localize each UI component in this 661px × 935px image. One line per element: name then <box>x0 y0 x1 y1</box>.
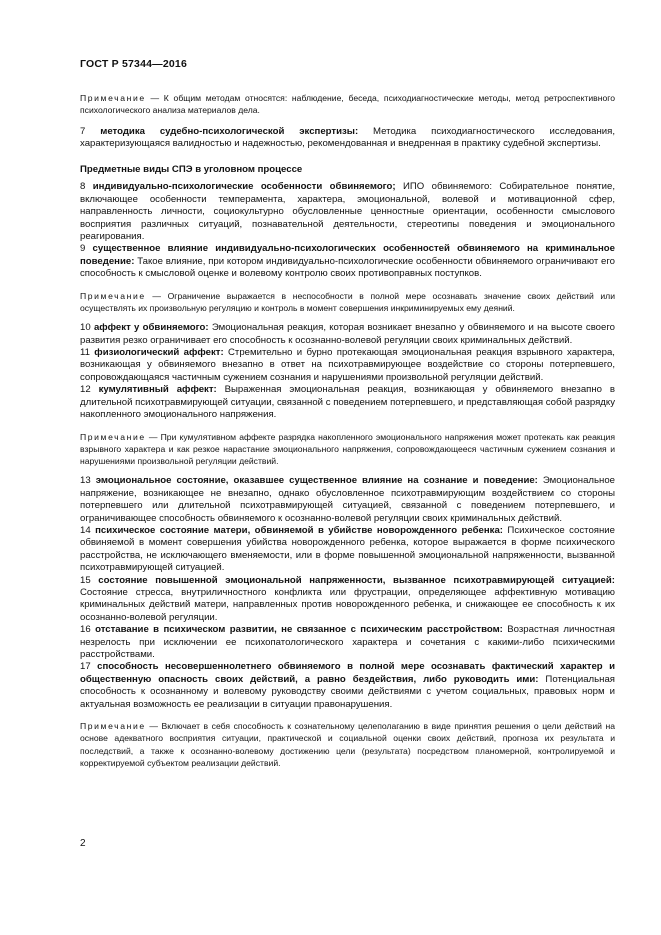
term-10: 10 аффект у обвиняемого: Эмоциональная реакция, которая возникает внезапно у обвиняемого и на высоте своего развития резко ограничивает его способность к осознанно-волевой регуляции своих криминальных действий. <box>80 322 615 346</box>
term-8: 8 индивидуально-психологические особенности обвиняемого; ИПО обвиняемого: Собирательное понятие, включающее особенности темперамента, характера, эмоциональной, волевой и мотивационной сфер, направленность личности, социокультурно обусловленные ценностные ориентации, особенности смыслового восприятия различных ситуаций, познавательной деятельности, стереотипы поведения и эмоционального реагирования. <box>80 181 615 243</box>
term-15: 15 состояние повышенной эмоциональной напряженности, вызванное психотравмирующей ситуацией: Состояние стресса, внутриличностного конфликта или фрустрации, определяющее аффективную мотивацию криминальных действий матери, направленных против новорожденного ребенка, и снижающее ее способность к их осознанно-волевой регуляции. <box>80 574 615 623</box>
document-header: ГОСТ Р 57344—2016 <box>80 58 188 70</box>
note-3: Примечание — При кумулятивном аффекте разрядка накопленного эмоционального напряжения может протекать как реакция взрывного характера и как резкое нарастание эмоционального напряжения, сопровождающееся частичным сужением сознания и нарушениями произвольной регуляции действий. <box>80 431 615 467</box>
term-16: 16 отставание в психическом развитии, не связанное с психическим расстройством: Возрастная личностная незрелость при исключении ее психопатологического характера и сочетания с какими-либо психическими расстройствами. <box>80 624 616 661</box>
term-7: 7 методика судебно-психологической экспертизы: Методика психодиагностического исследования, характеризующаяся валидностью и надежностью, рекомендованная и внедренная в практику судебной экспертизы. <box>80 125 615 149</box>
term-14: 14 психическое состояние матери, обвиняемой в убийстве новорожденного ребенка: Психическое состояние обвиняемой в момент совершения убийства новорожденного ребенка, которое выражается в форме психического расстройства, не исключающего вменяемости, или в форме повышенной эмоциональной напряженности, вызванной психотравмирующей ситуацией. <box>80 525 615 574</box>
note-4: Примечание — Включает в себя способность к сознательному целеполаганию в виде принятия решения о цели действий на основе адекватного восприятия ситуации, практической и социальной оценки своих действий, прогноза их результата и последствий, а также к осознанно-волевому достижению цели (результата) посредством планомерной, контролируемой и корректируемой субъектом реализации действий. <box>80 721 615 768</box>
note-2: Примечание — Ограничение выражается в неспособности в полной мере осознавать значение своих действий или осуществлять их произвольную регуляцию и контроль в момент совершения инкриминируемых ему деяний. <box>80 290 616 313</box>
note-label: Примечание <box>80 93 146 103</box>
term-11: 11 физиологический аффект: Стремительно и бурно протекающая эмоциональная реакция взрывного характера, возникающая у обвиняемого внезапно в ответ на психотравмирующее воздействие со стороны потерпевшего, сопровождающаяся частичным сужением сознания и нарушениями произвольной регуляции действий. <box>80 347 615 383</box>
term-12: 12 кумулятивный аффект: Выраженная эмоциональная реакция, возникающая у обвиняемого внезапно в длительной психотравмирующей ситуации, связанной с поведением потерпевшего, и представляющая собой разрядку накопленного эмоционального напряжения. <box>80 384 615 421</box>
section-title: Предметные виды СПЭ в уголовном процессе <box>80 164 303 176</box>
term-9: 9 существенное влияние индивидуально-психологических особенностей обвиняемого на криминальное поведение: Такое влияние, при котором индивидуально-психологические особенности обвиняемого ограничивают его способность к смысловой оценке и волевому контролю своих противоправных поступков. <box>80 243 615 280</box>
term-17: 17 способность несовершеннолетнего обвиняемого в полной мере осознавать фактический характер и общественную опасность своих действий, а равно бездействия, либо руководить ими: Потенциальная способность к осознанному и волевому руководству своими действиями с учетом социальных, правовых норм и актуальная возможность ее реализации в ситуации правонарушения. <box>80 661 616 710</box>
page-number: 2 <box>80 838 86 849</box>
note-1: Примечание — К общим методам относятся: наблюдение, беседа, психодиагностические методы, метод ретроспективного психологического анализа материалов дела. <box>80 93 615 116</box>
term-13: 13 эмоциональное состояние, оказавшее существенное влияние на сознание и поведение: Эмоциональное напряжение, возникающее не внезапно, однако обусловленное психотравмирующим воздействием со стороны потерпевшего или длительной психотравмирующей ситуацией, связанной с поведением потерпевшего, и ограничивающее способность обвиняемого к осознанно-волевой регуляции своих криминальных действий. <box>80 475 616 524</box>
